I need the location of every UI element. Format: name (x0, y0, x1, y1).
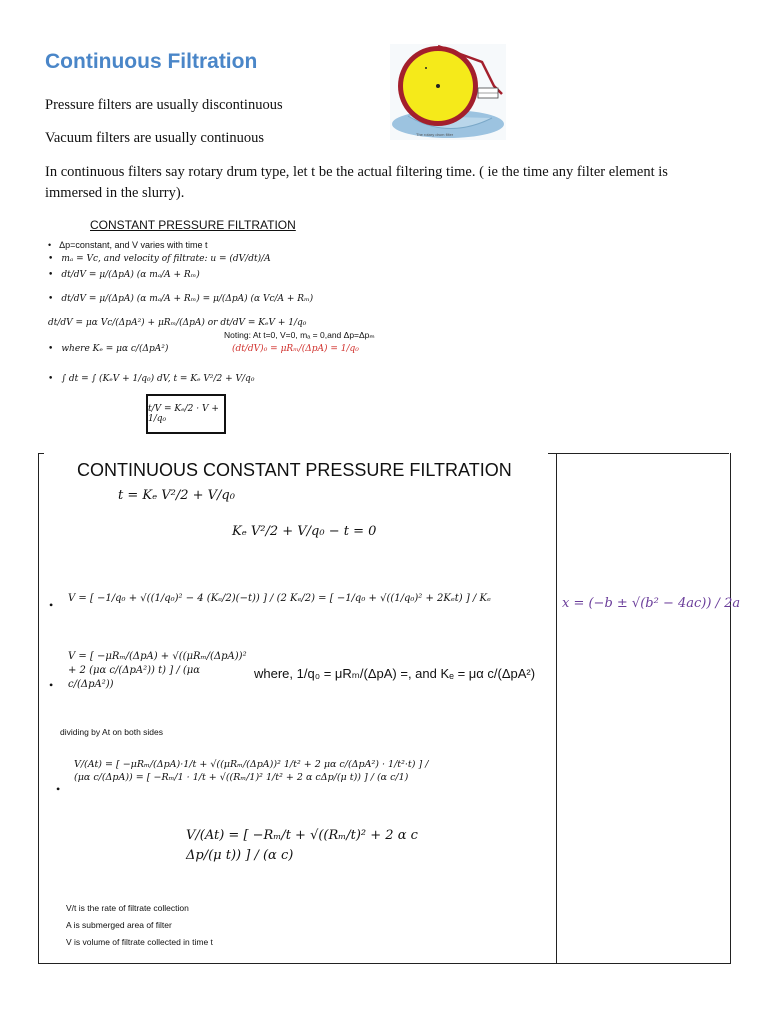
figure2-equation-4-where: where, 1/q₀ = μRₘ/(ΔpA) =, and Kₑ = μα c/(ΔpA²) (254, 666, 536, 681)
paragraph-vacuum-filters: Vacuum filters are usually continuous (45, 130, 265, 146)
figure1-line-3: • dt/dV = μ/(ΔpA) (α mₐ/A + Rₘ) (48, 270, 200, 280)
figure2-equation-4: V = [ −μRₘ/(ΔpA) + √((μRₘ/(ΔpA))² + 2 (μα c/(ΔpA²)) t) ] / (μα c/(ΔpA²)) (68, 651, 247, 690)
table-border (38, 453, 731, 964)
figure1-line-4: • dt/dV = μ/(ΔpA) (α mₐ/A + Rₘ) = μ/(ΔpA) (α Vc/A + Rₘ) (48, 294, 314, 304)
drum-caption: The rotary drum filter (416, 132, 454, 137)
figure1-title: CONSTANT PRESSURE FILTRATION (90, 218, 296, 232)
figure1-line-1: • Δp=constant, and V varies with time t (48, 240, 208, 250)
figure1-boxed-equation: t/V = Kₑ/2 · V + 1/q₀ (146, 394, 226, 434)
figure1-line-2: • mₐ = Vc, and velocity of filtrate: u = (dV/dt)/A (48, 254, 271, 264)
table-top-right-rule (548, 453, 729, 454)
note-rate: V/t is the rate of filtrate collection (66, 903, 189, 913)
figure1-line-5: dt/dV = μα Vc/(ΔpA²) + μRₘ/(ΔpA) or dt/dV = KₑV + 1/q₀ (48, 318, 307, 328)
figure2-equation-5: V/(At) = [ −μRₘ/(ΔpA)·1/t + √((μRₘ/(ΔpA))² 1/t² + 2 μα c/(ΔpA²) · 1/t²·t) ] / (μα c/(ΔpA)) = [ −Rₘ/1 · 1/t + √((Rₘ/1)² 1/t² + 2 α cΔp/(μ t)) ] / (α c/1) (74, 759, 429, 783)
figure2-equation-2: Kₑ V²/2 + V/q₀ − t = 0 (232, 524, 377, 539)
paragraph-continuous-filters-1: In continuous filters say rotary drum type, let t be the actual filtering time. ( ie the time any filter element is (45, 164, 668, 180)
figure1-line-7: • ∫ dt = ∫ (KₑV + 1/q₀) dV, t = Kₑ V²/2 + V/q₀ (48, 374, 255, 384)
page-heading: Continuous Filtration (45, 50, 258, 73)
table-top-left-rule (38, 453, 44, 454)
figure2-equation-1: t = Kₑ V²/2 + V/q₀ (118, 488, 235, 503)
figure2-title: CONTINUOUS CONSTANT PRESSURE FILTRATION (77, 460, 512, 480)
equation-table (38, 453, 730, 964)
note-area: A is submerged area of filter (66, 920, 172, 930)
bullet-icon: • (49, 678, 54, 692)
divide-note: dividing by At on both sides (60, 727, 164, 737)
figure1-note-equation: (dt/dV)₀ = μRₘ/(ΔpA) = 1/q₀ (232, 344, 359, 354)
figure2-equation-6: V/(At) = [ −Rₘ/t + √((Rₘ/t)² + 2 α c Δp/(μ t)) ] / (α c) (186, 828, 418, 863)
bullet-icon: • (49, 598, 54, 612)
rotary-drum-image (390, 44, 506, 140)
figure1-note: Noting: At t=0, V=0, mₐ = 0,and Δp=Δpₘ (224, 330, 375, 340)
paragraph-continuous-filters-2: immersed in the slurry). (45, 185, 185, 201)
figure1-line-6: • where Kₑ = μα c/(ΔpA²) (48, 344, 169, 354)
table-column-divider (556, 453, 557, 964)
bullet-icon: • (56, 782, 61, 796)
quadratic-formula: x = (−b ± √(b² − 4ac)) / 2a (562, 596, 741, 611)
note-volume: V is volume of filtrate collected in time t (66, 937, 213, 947)
paragraph-pressure-filters: Pressure filters are usually discontinuous (45, 97, 283, 113)
figure2-equation-3: V = [ −1/q₀ + √((1/q₀)² − 4 (Kₑ/2)(−t)) ] / (2 Kₑ/2) = [ −1/q₀ + √((1/q₀)² + 2Kₑt) ] / Kₑ (68, 593, 491, 604)
